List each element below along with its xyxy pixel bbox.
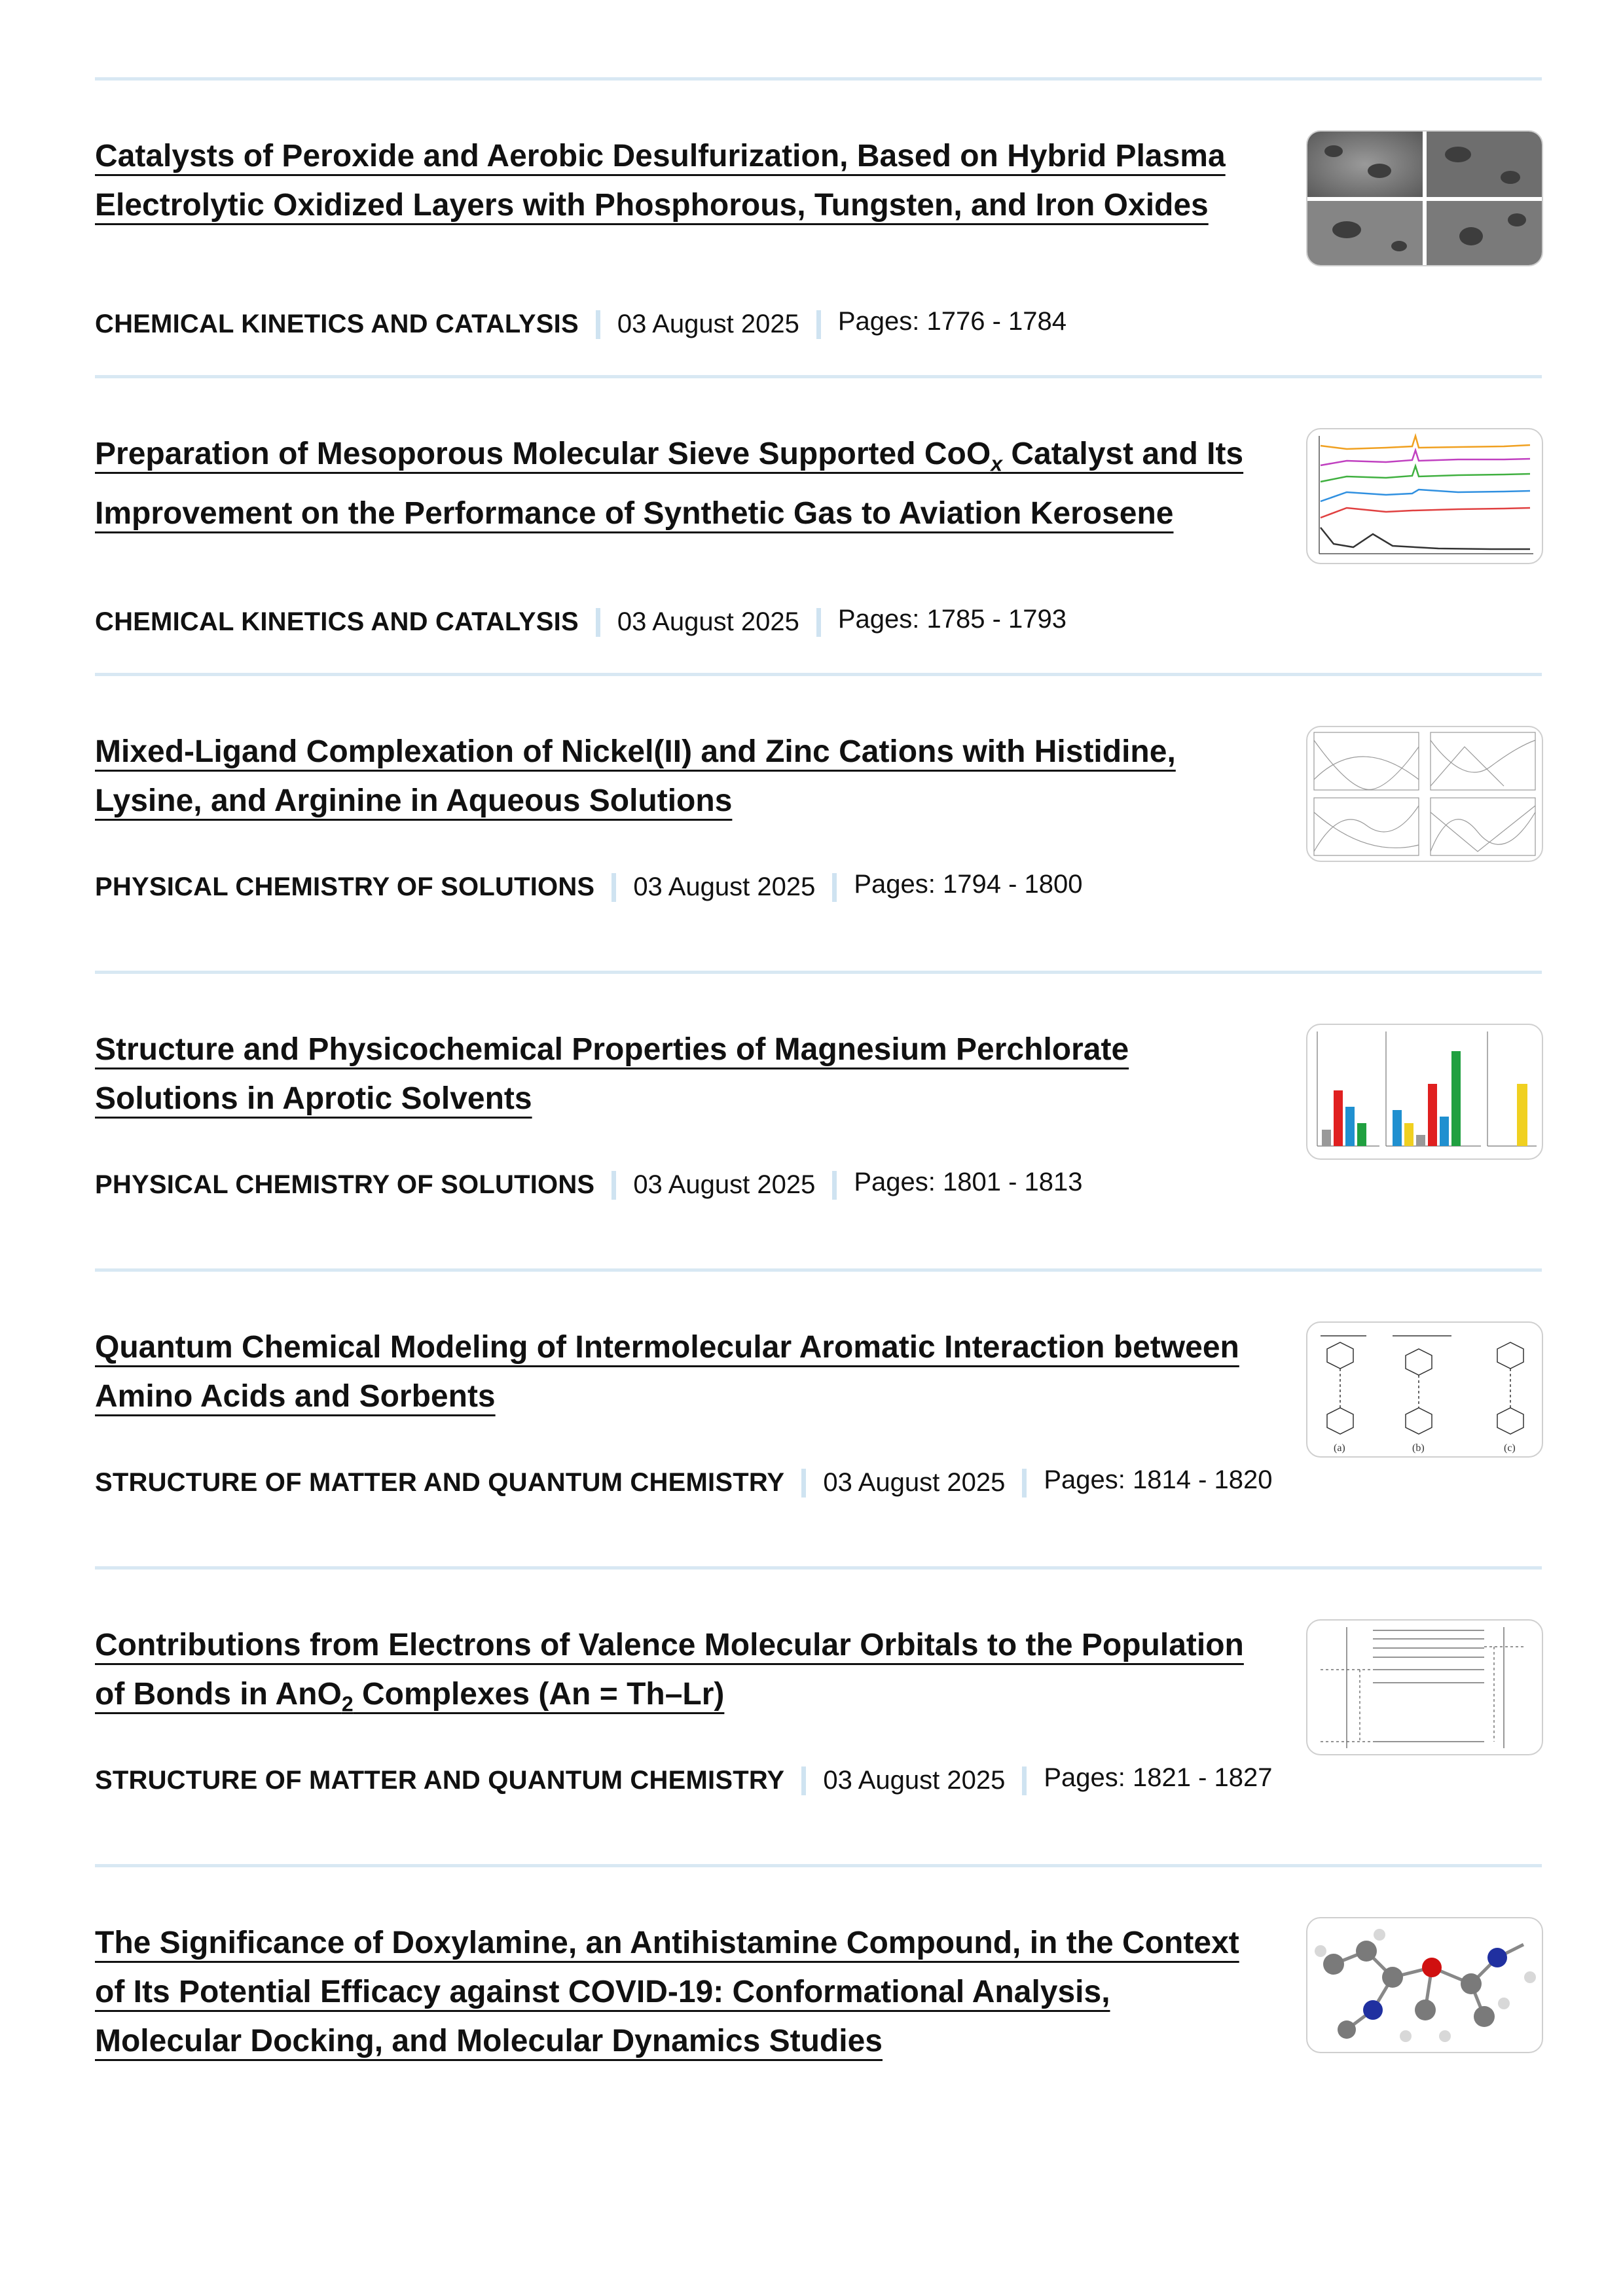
meta-separator: [611, 1171, 616, 1200]
orbital-diagram-image[interactable]: [1306, 1619, 1543, 1755]
title-text: Complexes (An = Th–Lr): [353, 1677, 725, 1712]
title-text: Catalyst and Its Improvement on the Performance of Synthetic Gas to Aviation Kerosene: [95, 437, 1244, 531]
article-title-link[interactable]: [95, 429, 1260, 538]
article-title-link[interactable]: The Significance of Doxylamine, an Antihistamine Compound, in the Context of Its Potential Efficacy against COVID-19: Conformational Analysis, Molecular Docking, and Molecular Dynamics Studies: [95, 1926, 1239, 2058]
article-title-link[interactable]: Catalysts of Peroxide and Aerobic Desulfurization, Based on Hybrid Plasma Electrolytic Oxidized Layers with Phosphorous, Tungsten, and Iron Oxides: [95, 139, 1226, 223]
article-item: [95, 77, 1542, 375]
article-category-link[interactable]: PHYSICAL CHEMISTRY OF SOLUTIONS: [95, 1170, 595, 1199]
meta-separator: [611, 873, 616, 902]
bar-chart-image[interactable]: [1306, 1024, 1543, 1160]
article-date: 03 August 2025: [617, 310, 799, 338]
article-title-link[interactable]: Mixed-Ligand Complexation of Nickel(II) and Zinc Cations with Histidine, Lysine, and Arginine in Aqueous Solutions: [95, 734, 1176, 818]
thumb-label: (b): [1412, 1443, 1425, 1454]
meta-separator: [832, 873, 837, 902]
meta-separator: [801, 1767, 806, 1795]
article-title-link[interactable]: Quantum Chemical Modeling of Intermolecular Aromatic Interaction between Amino Acids and Sorbents: [95, 1330, 1239, 1414]
meta-separator: [832, 1171, 837, 1200]
meta-separator: [1022, 1767, 1027, 1795]
article-date: 03 August 2025: [617, 607, 799, 636]
thumb-label: (c): [1504, 1443, 1516, 1454]
article-date: 03 August 2025: [823, 1766, 1006, 1795]
article-item: [95, 673, 1542, 971]
article-list: [95, 77, 1542, 2129]
article-item: [95, 375, 1542, 673]
sem-micrograph-image[interactable]: [1306, 130, 1543, 266]
title-subscript: x: [991, 452, 1003, 476]
article-item: [95, 971, 1542, 1268]
distribution-diagram-image[interactable]: [1306, 726, 1543, 862]
article-pages: Pages: 1814 - 1820: [1044, 1465, 1273, 1494]
article-meta: [95, 1170, 1083, 1200]
article-title-link[interactable]: [95, 1621, 1260, 1729]
article-title-link[interactable]: Structure and Physicochemical Properties of Magnesium Perchlorate Solutions in Aprotic Solvents: [95, 1032, 1129, 1116]
article-meta: [95, 607, 1067, 637]
xrd-spectra-image[interactable]: [1306, 428, 1543, 564]
meta-separator: [596, 608, 600, 637]
article-category-link[interactable]: STRUCTURE OF MATTER AND QUANTUM CHEMISTRY: [95, 1766, 785, 1795]
meta-separator: [801, 1469, 806, 1498]
article-category-link[interactable]: STRUCTURE OF MATTER AND QUANTUM CHEMISTRY: [95, 1468, 785, 1497]
article-item: [95, 1566, 1542, 1864]
article-item: [95, 1268, 1542, 1566]
article-meta: [95, 872, 1083, 902]
article-pages: Pages: 1794 - 1800: [854, 870, 1083, 899]
thumb-label: (a): [1334, 1443, 1345, 1454]
molecular-structure-image[interactable]: [1306, 1321, 1543, 1458]
article-category-link[interactable]: CHEMICAL KINETICS AND CATALYSIS: [95, 310, 579, 338]
title-text: Contributions from Electrons of Valence Molecular Orbitals to the Population of Bonds in AnO: [95, 1628, 1244, 1712]
article-category-link[interactable]: CHEMICAL KINETICS AND CATALYSIS: [95, 607, 579, 636]
article-pages: Pages: 1785 - 1793: [837, 605, 1067, 634]
title-text: Preparation of Mesoporous Molecular Sieve Supported CoO: [95, 437, 991, 471]
article-pages: Pages: 1776 - 1784: [837, 307, 1067, 336]
article-meta: [95, 1763, 1273, 1795]
article-date: 03 August 2025: [633, 872, 816, 901]
title-subscript: 2: [341, 1692, 354, 1716]
meta-separator: [596, 310, 600, 339]
meta-separator: [816, 310, 821, 339]
article-pages: Pages: 1821 - 1827: [1044, 1763, 1273, 1792]
article-date: 03 August 2025: [823, 1468, 1006, 1497]
meta-separator: [1022, 1469, 1027, 1498]
article-meta: [95, 307, 1067, 339]
article-date: 03 August 2025: [633, 1170, 816, 1199]
article-meta: [95, 1465, 1273, 1498]
article-pages: Pages: 1801 - 1813: [854, 1168, 1083, 1196]
meta-separator: [816, 608, 821, 637]
article-item: [95, 1864, 1542, 2129]
article-category-link[interactable]: PHYSICAL CHEMISTRY OF SOLUTIONS: [95, 872, 595, 901]
ball-and-stick-model-image[interactable]: [1306, 1917, 1543, 2053]
